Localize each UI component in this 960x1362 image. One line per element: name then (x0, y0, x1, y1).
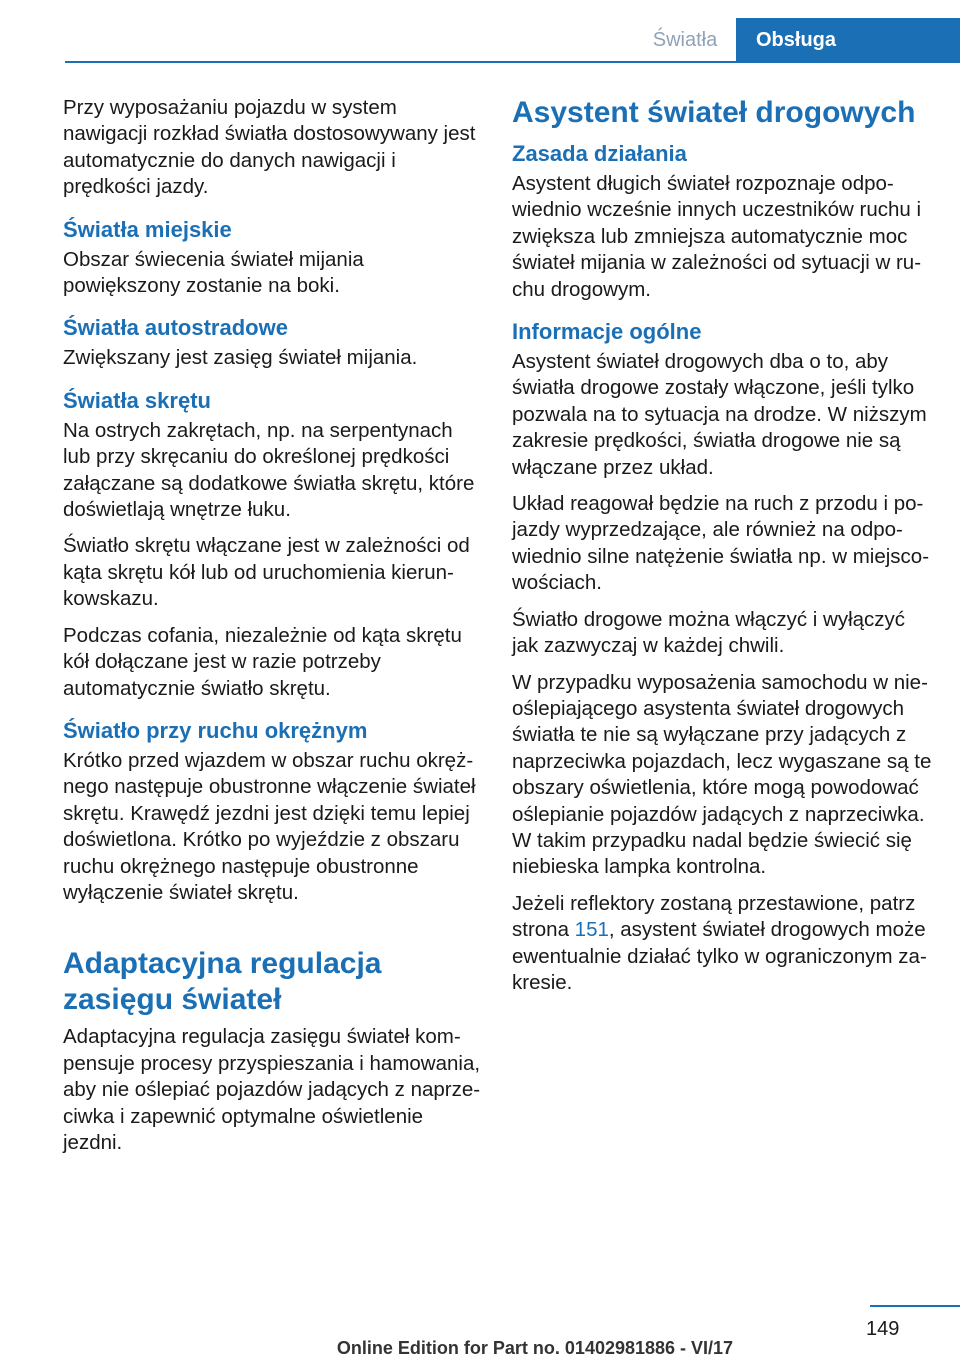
tab-section[interactable]: Światła (652, 29, 718, 51)
city-lights-heading: Światła miejskie (63, 216, 232, 242)
page-reference-link[interactable]: 151 (574, 918, 609, 942)
motorway-lights-heading: Światła autostradowe (63, 315, 288, 341)
paragraph-5-text-start: Jeżeli reflektory zostaną przestawione, patrz strona (512, 891, 916, 942)
general-info-heading: Informacje ogólne (512, 319, 702, 345)
general-paragraph-1: Asystent świateł drogowych dba o to, aby światła drogowe zostały włączone, jeśli tylko pozwala na to sytuacja na drodze. W niższym zakresie prędkości, światła drogowe nie są włączane przez układ. (512, 350, 927, 479)
general-paragraph-2: Układ reagował będzie na ruch z przodu i pojazdy wyprzedzające, ale również na odpowiednio silne natężenie światła np. w miejscowościach. (512, 492, 930, 595)
turn-lights-heading: Światła skrętu (63, 387, 211, 413)
page-number-rule (870, 1305, 960, 1307)
city-lights-text: Obszar świecenia świateł mijania powiększony zostanie na boki. (63, 247, 364, 298)
motorway-lights-text: Zwiększany jest zasięg świateł mijania. (63, 346, 418, 370)
tab-chapter[interactable]: Obsługa (736, 18, 960, 62)
general-paragraph-4: W przypadku wyposażenia samochodu w nieoślepiającego asystenta świateł drogowych światła te nie są wyłączane przy jadących z naprzeciwka pojazdach, lecz wygaszane są te obszary oświetlenia, które mogą powodować oślepianie pojazdów jadących z naprzeciwka. W takim przypadku nadal będzie świecić się niebieska lampka kontrolna. (512, 670, 932, 879)
paragraph-5-text-end: , asystent świateł drogowych może ewentualnie działać tylko w ograniczonym zakresie. (512, 918, 927, 994)
edition-footer: Online Edition for Part no. 01402981886 - VI/17 (336, 1338, 734, 1358)
general-paragraph-3: Światło drogowe można włączyć i wyłączyć jak zazwyczaj w każdej chwili. (512, 607, 906, 658)
roundabout-light-text: Krótko przed wjazdem w obszar ruchu okrężnego następuje obustronne włączenie świateł skrętu. Krawędź jezdni jest dzięki temu lepiej doświetlona. Krótko po wyjeździe z obszaru ruchu okrężnego następuje obustronne wyłączenie świateł skrętu. (63, 748, 476, 904)
turn-lights-paragraph-2: Światło skrętu włączane jest w zależności od kąta skrętu kół lub od uruchomienia kierunkowskazu. (63, 534, 470, 611)
principle-heading: Zasada działania (512, 141, 687, 166)
principle-text: Asystent długich świateł rozpoznaje odpowiednio wcześnie innych uczestników ruchu i zwiększa lub zmniejsza automatycznie moc świateł mijania w zależności od sytuacji w ruchu drogowym. (512, 172, 922, 301)
left-column (63, 95, 481, 1166)
intro-paragraph: Przy wyposażaniu pojazdu w system nawigacji rozkład światła dostosowywany jest automatycznie do danych nawigacji i prędkości jazdy. (63, 96, 476, 199)
page-number: 149 (866, 1318, 900, 1340)
adaptive-range-heading: Adaptacyjna regulacja zasięgu świateł (63, 947, 382, 1017)
adaptive-range-text: Adaptacyjna regulacja zasięgu świateł kompensuje procesy przyspieszania i hamowania, aby nie oślepiać pojazdów jadących z naprzeciwka i zapewnić optymalne oświetlenie jezdni. (63, 1025, 481, 1154)
general-paragraph-5 (512, 891, 932, 997)
right-column (512, 95, 932, 1006)
high-beam-assistant-heading: Asystent świateł drogowych (512, 96, 916, 129)
turn-lights-paragraph-1: Na ostrych zakrętach, np. na serpentynach lub przy skręcaniu do określonej prędkości załączane są dodatkowe światła skrętu, które doświetlają wnętrze łuku. (63, 418, 475, 522)
roundabout-light-heading: Światło przy ruchu okrężnym (63, 717, 368, 743)
turn-lights-paragraph-3: Podczas cofania, niezależnie od kąta skrętu kół dołączane jest w razie potrzeby automatycznie światło skrętu. (63, 623, 462, 700)
